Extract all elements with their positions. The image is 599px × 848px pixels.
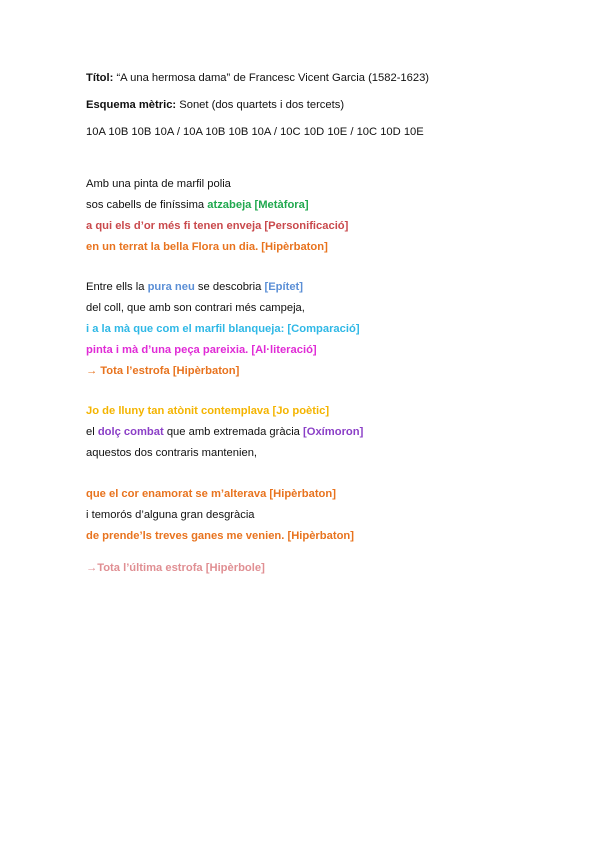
scheme-value: Sonet (dos quartets i dos tercets)	[176, 99, 345, 111]
oxymoron-phrase: dolç combat	[97, 426, 164, 438]
stanza3-line2-text-c: que amb extremada gràcia	[163, 426, 304, 438]
poetic-voice-line: Jo de lluny tan atònit contemplava [Jo poètic]	[86, 405, 330, 417]
title-value: “A una hermosa dama” de Francesc Vicent Garcia (1582-1623)	[113, 72, 430, 84]
alliteration-line: pinta i mà d’una peça pareixia. [Al·literació]	[86, 344, 317, 356]
stanza4-line2: i temorós d’alguna gran desgràcia	[86, 509, 255, 521]
scheme-line	[86, 98, 344, 112]
stanza1-line2-text: sos cabells de finíssima	[86, 199, 208, 211]
personification-line: a qui els d’or més fi tenen enveja [Personificació]	[86, 220, 349, 232]
title-line	[86, 71, 429, 85]
rhyme-scheme: 10A 10B 10B 10A / 10A 10B 10B 10A / 10C 10D 10E / 10C 10D 10E	[86, 126, 424, 138]
scheme-label: Esquema mètric:	[86, 99, 177, 111]
stanza2-line1-text-c: se descobria	[194, 281, 265, 293]
title-label: Títol:	[86, 72, 114, 84]
hyperbaton-line-2: que el cor enamorat se m’alterava [Hipèrbaton]	[86, 488, 336, 500]
stanza2-line2: del coll, que amb son contrari més campeja,	[86, 302, 305, 314]
metaphor-annotation: atzabeja [Metàfora]	[207, 199, 309, 211]
oxymoron-annotation: [Oxímoron]	[303, 426, 364, 438]
stanza2-hyperbaton-note: → Tota l’estrofa [Hipèrbaton]	[86, 365, 240, 377]
stanza3-line2-text-a: el	[86, 426, 98, 438]
epithet-annotation: [Epítet]	[264, 281, 303, 293]
stanza2-line1-text-a: Entre ells la	[86, 281, 148, 293]
epithet-phrase: pura neu	[147, 281, 195, 293]
stanza1-line2	[86, 198, 309, 212]
stanza3-line3: aquestos dos contraris mantenien,	[86, 447, 258, 459]
stanza3-line2	[86, 425, 363, 439]
stanza1-line1: Amb una pinta de marfil polia	[86, 178, 231, 190]
hyperbole-note: →Tota l’última estrofa [Hipèrbole]	[86, 562, 265, 574]
hyperbaton-line-3: de prende’ls treves ganes me venien. [Hipèrbaton]	[86, 530, 354, 542]
stanza2-line1	[86, 280, 303, 294]
comparison-line: i a la mà que com el marfil blanqueja: [Comparació]	[86, 323, 360, 335]
hyperbaton-line-1: en un terrat la bella Flora un dia. [Hipèrbaton]	[86, 241, 328, 253]
